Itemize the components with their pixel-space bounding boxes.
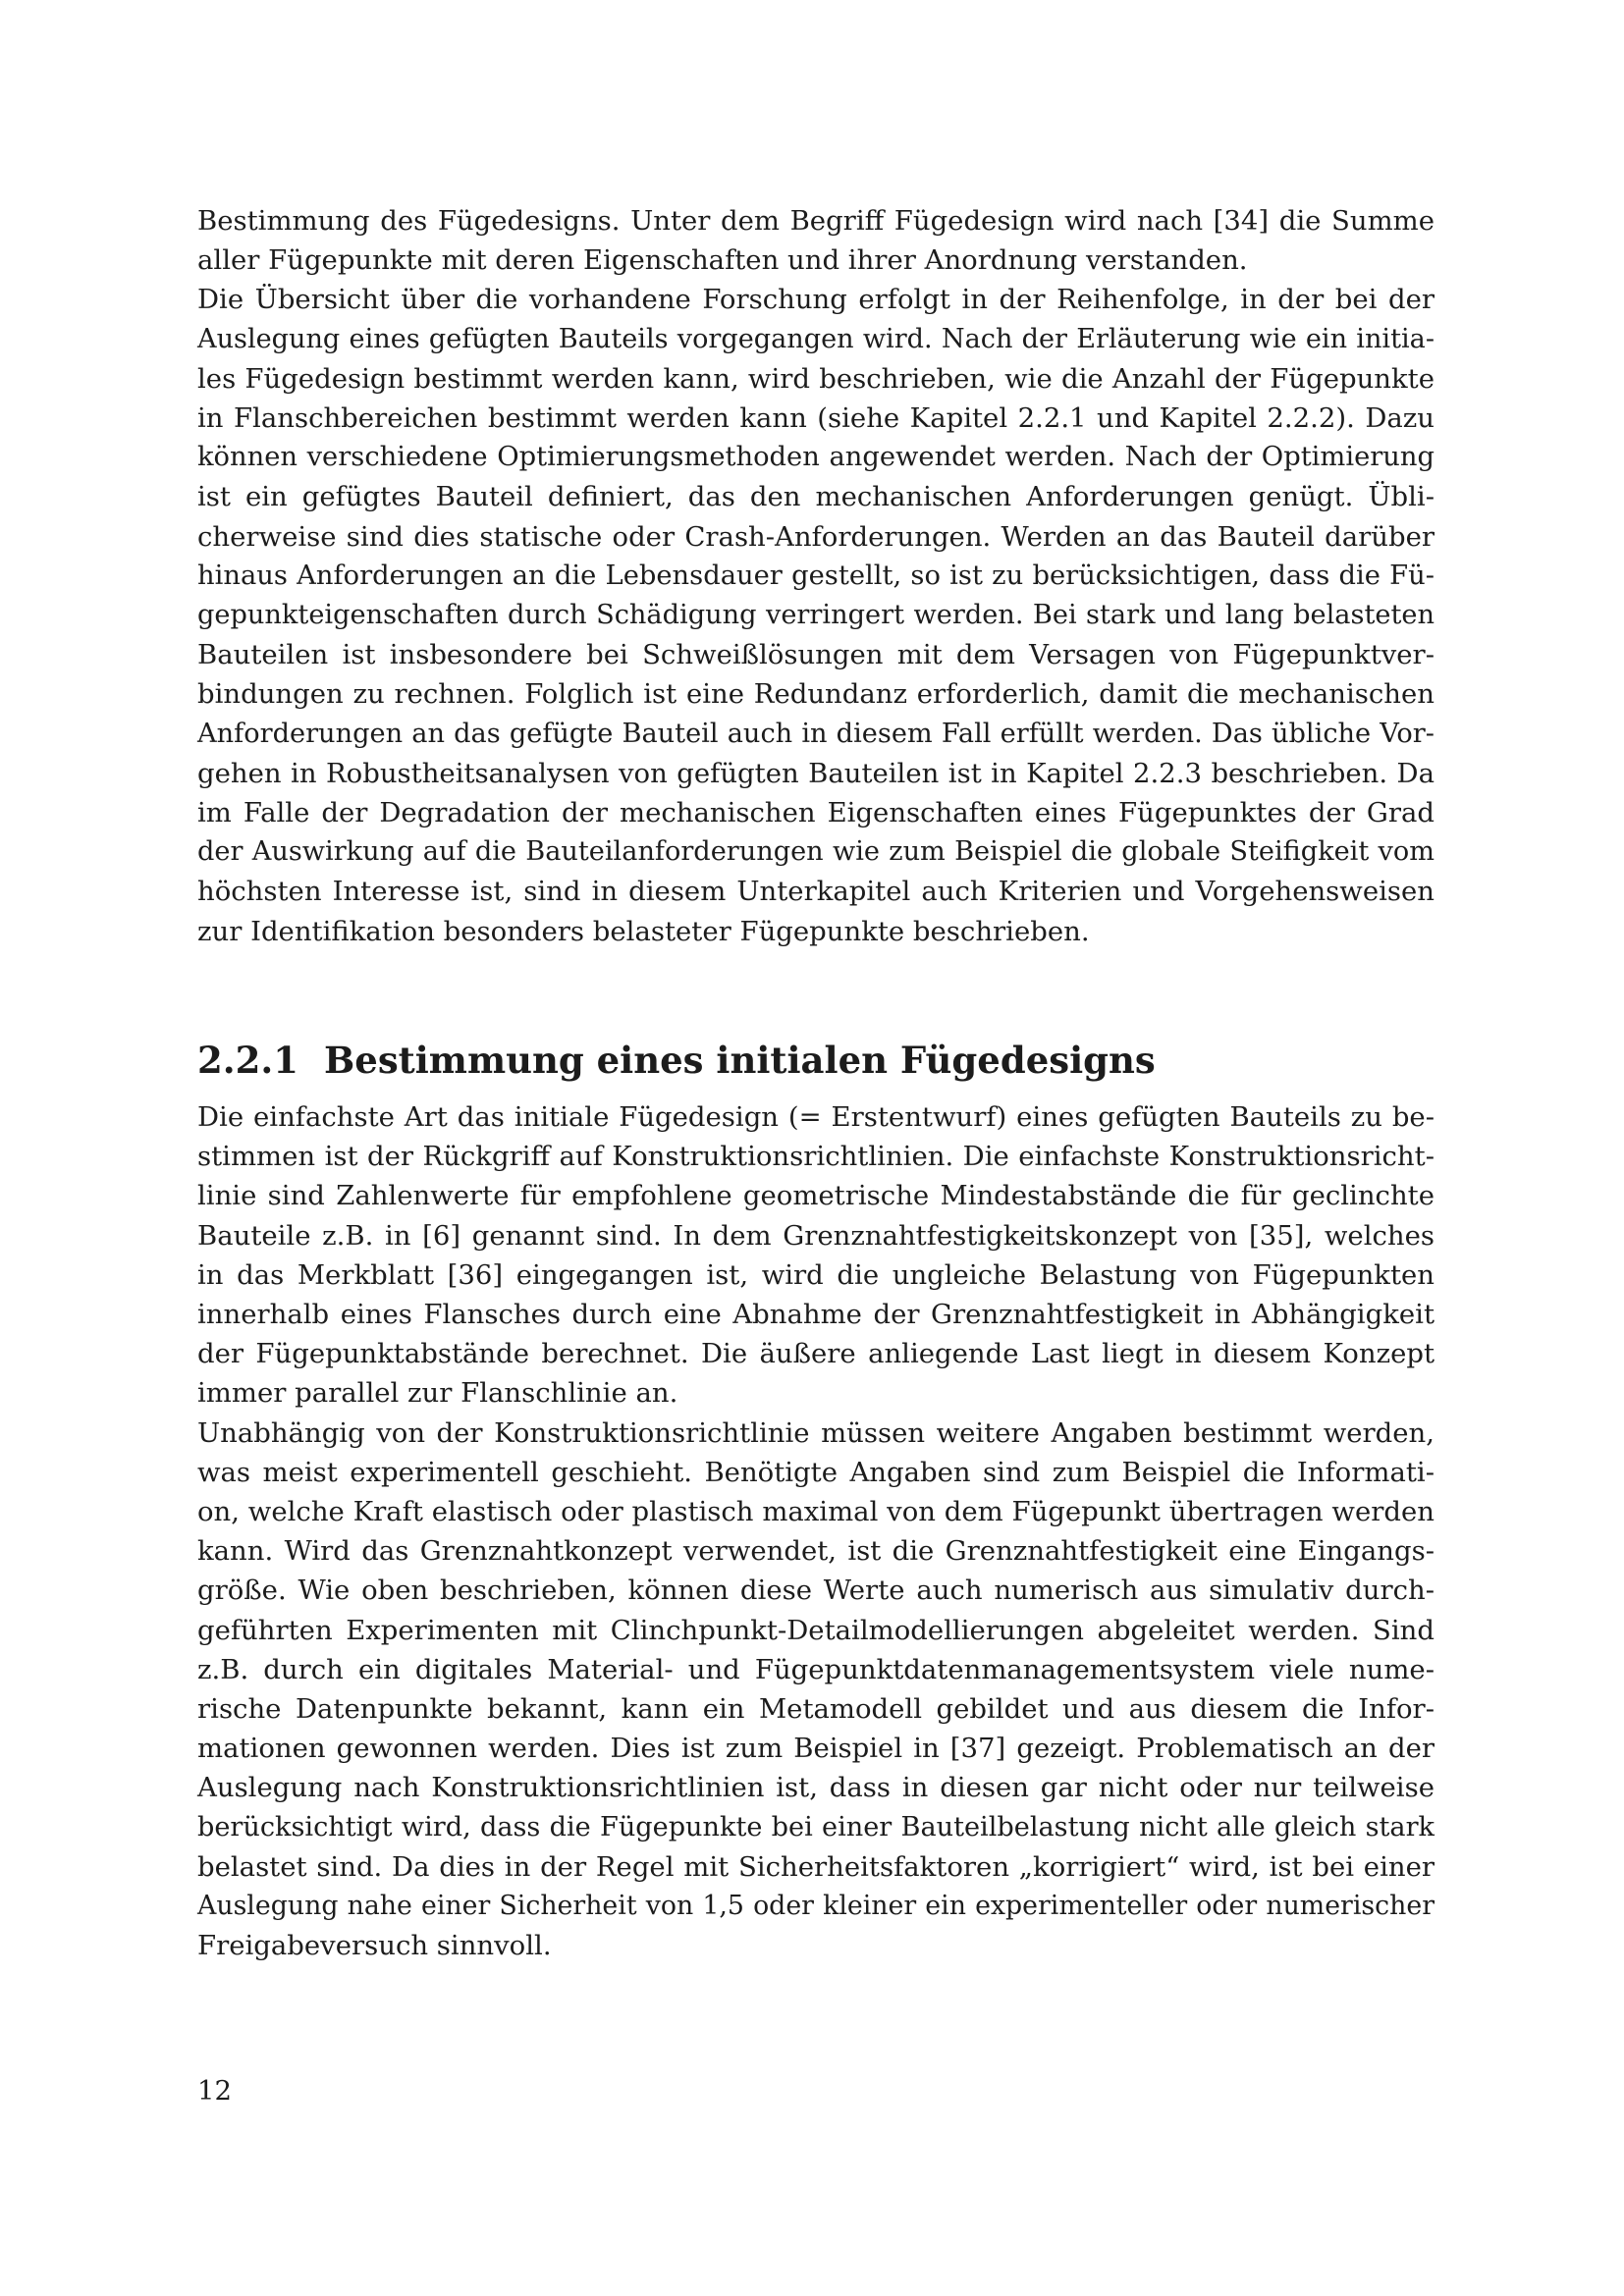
text-line: in das Merkblatt [36] eingegangen ist, wird die ungleiche Belastung von Fügepunkten: [197, 1258, 1435, 1291]
text-line: Auslegung nahe einer Sicherheit von 1,5 oder kleiner ein experimenteller oder numerischer: [197, 1891, 1435, 1922]
section-heading: [197, 1036, 1156, 1085]
text-line: Freigabeversuch sinnvoll.: [197, 1930, 552, 1962]
text-line: geführten Experimenten mit Clinchpunkt-Detailmodellierungen abgeleitet werden. Sind: [197, 1614, 1435, 1646]
text-line: Bestimmung des Fügedesigns. Unter dem Begriff Fügedesign wird nach [34] die Summe: [197, 205, 1435, 237]
text-line: Die einfachste Art das initiale Fügedesign (= Erstentwurf) eines gefügten Bauteils zu be-: [197, 1101, 1435, 1133]
text-line: belastet sind. Da dies in der Regel mit Sicherheitsfaktoren „korrigiert“ wird, ist bei einer: [197, 1850, 1435, 1883]
text-line: z.B. durch ein digitales Material- und Fügepunktdatenmanagementsystem viele nume-: [197, 1653, 1435, 1685]
text-line: les Fügedesign bestimmt werden kann, wird beschrieben, wie die Anzahl der Fügepunkte: [197, 362, 1435, 395]
text-line: der Fügepunktabstände berechnet. Die äußere anliegende Last liegt in diesem Konzept: [197, 1338, 1435, 1370]
text-line: rische Datenpunkte bekannt, kann ein Metamodell gebildet und aus diesem die Infor-: [197, 1693, 1435, 1726]
text-line: berücksichtigt wird, dass die Fügepunkte bei einer Bauteilbelastung nicht alle gleich stark: [197, 1811, 1435, 1842]
page-number: 12: [197, 2075, 232, 2107]
text-line: Unabhängig von der Konstruktionsrichtlinie müssen weitere Angaben bestimmt werden,: [197, 1416, 1435, 1449]
text-line: hinaus Anforderungen an die Lebensdauer gestellt, so ist zu berücksichtigen, dass die Fü-: [197, 560, 1435, 591]
text-line: Auslegung eines gefügten Bauteils vorgegangen wird. Nach der Erläuterung wie ein initia-: [197, 323, 1435, 354]
text-line: ist ein gefügtes Bauteil definiert, das den mechanischen Anforderungen genügt. Übli-: [197, 481, 1435, 513]
text-line: on, welche Kraft elastisch oder plastisch maximal von dem Fügepunkt übertragen werden: [197, 1496, 1435, 1528]
text-line: linie sind Zahlenwerte für empfohlene geometrische Mindestabstände die für geclinchte: [197, 1180, 1435, 1212]
text-line: Bauteile z.B. in [6] genannt sind. In dem Grenznahtfestigkeitskonzept von [35], welches: [197, 1219, 1435, 1252]
section-number: 2.2.1: [197, 1039, 298, 1082]
text-line: in Flanschbereichen bestimmt werden kann (siehe Kapitel 2.2.1 und Kapitel 2.2.2). Dazu: [197, 402, 1435, 435]
text-line: was meist experimentell geschieht. Benötigte Angaben sind zum Beispiel die Informati-: [197, 1456, 1435, 1488]
text-line: cherweise sind dies statische oder Crash-Anforderungen. Werden an das Bauteil darüber: [197, 520, 1435, 553]
text-line: können verschiedene Optimierungsmethoden angewendet werden. Nach der Optimierung: [197, 442, 1435, 473]
text-line: Bauteilen ist insbesondere bei Schweißlösungen mit dem Versagen von Fügepunktver-: [197, 639, 1435, 671]
text-line: zur Identifikation besonders belasteter Fügepunkte beschrieben.: [197, 915, 1090, 947]
text-line: mationen gewonnen werden. Dies ist zum Beispiel in [37] gezeigt. Problematisch an der: [197, 1733, 1435, 1765]
text-line: kann. Wird das Grenznahtkonzept verwendet, ist die Grenznahtfestigkeit eine Eingangs-: [197, 1535, 1435, 1568]
text-line: gepunkteigenschaften durch Schädigung verringert werden. Bei stark und lang belasteten: [197, 600, 1435, 631]
text-line: immer parallel zur Flanschlinie an.: [197, 1377, 678, 1410]
text-line: innerhalb eines Flansches durch eine Abnahme der Grenznahtfestigkeit in Abhängigkeit: [197, 1299, 1435, 1331]
section-title: Bestimmung eines initialen Fügedesigns: [324, 1039, 1156, 1082]
text-line: größe. Wie oben beschrieben, können diese Werte auch numerisch aus simulativ durch-: [197, 1575, 1435, 1607]
text-line: aller Fügepunkte mit deren Eigenschaften und ihrer Anordnung verstanden.: [197, 244, 1248, 277]
text-line: Anforderungen an das gefügte Bauteil auch in diesem Fall erfüllt werden. Das übliche Vor-: [197, 718, 1435, 749]
text-line: gehen in Robustheitsanalysen von gefügten Bauteilen ist in Kapitel 2.2.3 beschrieben. Da: [197, 757, 1435, 789]
text-line: stimmen ist der Rückgriff auf Konstruktionsrichtlinien. Die einfachste Konstruktionsricht-: [197, 1141, 1435, 1173]
text-line: Die Übersicht über die vorhandene Forschung erfolgt in der Reihenfolge, in der bei der: [197, 284, 1435, 316]
text-line: Auslegung nach Konstruktionsrichtlinien ist, dass in diesen gar nicht oder nur teilweise: [197, 1772, 1435, 1804]
section-text: [197, 1097, 1435, 1965]
text-line: der Auswirkung auf die Bauteilanforderungen wie zum Beispiel die globale Steifigkeit vom: [197, 836, 1435, 868]
text-line: höchsten Interesse ist, sind in diesem Unterkapitel auch Kriterien und Vorgehensweisen: [197, 876, 1435, 908]
text-line: im Falle der Degradation der mechanischen Eigenschaften eines Fügepunktes der Grad: [197, 797, 1435, 829]
intro-text: [197, 201, 1435, 951]
text-line: bindungen zu rechnen. Folglich ist eine Redundanz erforderlich, damit die mechanischen: [197, 678, 1435, 711]
